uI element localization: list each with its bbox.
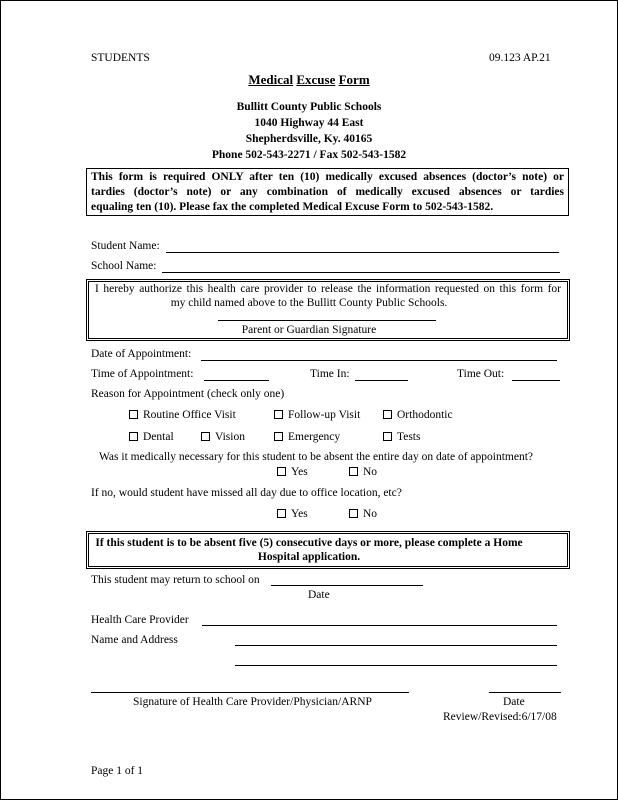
guardian-signature-label: Parent or Guardian Signature	[241, 324, 377, 336]
page-number: Page 1 of 1	[91, 765, 144, 777]
appointment-date-line[interactable]	[201, 360, 557, 361]
return-date-label: Date	[308, 589, 330, 601]
appointment-time-line[interactable]	[204, 380, 269, 381]
student-name-line[interactable]	[166, 252, 559, 253]
reason-label: Reason for Appointment (check only one)	[91, 388, 285, 400]
authorization-line-2: my child named above to the Bullitt County Public Schools.	[170, 297, 448, 309]
school-name-line[interactable]	[162, 272, 560, 273]
option-label: Follow-up Visit	[288, 409, 361, 421]
notice-line-2: tardies (doctor’s note) or any combination of medically excused absences or tardies	[91, 186, 564, 198]
no-label: No	[363, 466, 378, 478]
option-tests[interactable]	[383, 431, 420, 443]
checkbox-icon	[201, 432, 210, 441]
option-dental[interactable]	[129, 431, 174, 443]
yes-label: Yes	[291, 508, 308, 520]
student-name-label: Student Name:	[91, 240, 160, 252]
checkbox-icon	[349, 509, 358, 518]
notice-line-1: This form is required ONLY after ten (10) medically excused absences (doctor’s note) or	[91, 171, 564, 183]
option-label: Tests	[397, 431, 421, 443]
signature-date-label: Date	[503, 696, 525, 708]
appointment-date-label: Date of Appointment:	[91, 348, 192, 360]
checkbox-icon	[349, 467, 358, 476]
provider-address-line-1[interactable]	[235, 645, 557, 646]
time-out-line[interactable]	[512, 380, 560, 381]
provider-address-line-2[interactable]	[235, 665, 557, 666]
checkbox-icon	[277, 509, 286, 518]
option-label: Orthodontic	[397, 409, 453, 421]
signature-date-line[interactable]	[489, 692, 561, 693]
checkbox-icon	[277, 467, 286, 476]
checkbox-icon	[274, 432, 283, 441]
checkbox-icon	[383, 432, 392, 441]
checkbox-icon	[383, 410, 392, 419]
address-street: 1040 Highway 44 East	[254, 117, 364, 129]
option-emergency[interactable]	[274, 431, 340, 443]
form-title	[0, 72, 618, 88]
option-orthodontic[interactable]	[383, 409, 453, 421]
notice-line-3: equaling ten (10). Please fax the completed Medical Excuse Form to 502-543-1582.	[91, 201, 494, 213]
school-name-label: School Name:	[91, 260, 157, 272]
return-to-school-label: This student may return to school on	[91, 574, 260, 586]
return-date-line[interactable]	[271, 585, 423, 586]
school-district-name: Bullitt County Public Schools	[236, 101, 382, 113]
address-city: Shepherdsville, Ky. 40165	[245, 133, 373, 145]
checkbox-icon	[274, 410, 283, 419]
checkbox-icon	[129, 432, 138, 441]
no-label: No	[363, 508, 378, 520]
option-label: Dental	[143, 431, 174, 443]
q1-no-option[interactable]	[349, 466, 377, 478]
address-phone-fax: Phone 502-543-2271 / Fax 502-543-1582	[211, 149, 407, 161]
q2-no-option[interactable]	[349, 508, 377, 520]
question-entire-day: Was it medically necessary for this student to be absent the entire day on date of appointment?	[99, 451, 534, 463]
guardian-signature-line[interactable]	[218, 320, 436, 321]
header-section-label: STUDENTS	[91, 52, 150, 64]
time-in-label: Time In:	[310, 368, 350, 380]
time-in-line[interactable]	[355, 380, 408, 381]
q2-yes-option[interactable]	[277, 508, 308, 520]
option-label: Vision	[215, 431, 245, 443]
option-vision[interactable]	[201, 431, 245, 443]
option-follow-up-visit[interactable]	[274, 409, 360, 421]
name-and-address-label: Name and Address	[91, 634, 178, 646]
option-routine-office-visit[interactable]	[129, 409, 236, 421]
title-word-medical: Medical	[248, 72, 294, 87]
question-office-location: If no, would student have missed all day due to office location, etc?	[91, 487, 402, 499]
q1-yes-option[interactable]	[277, 466, 308, 478]
yes-label: Yes	[291, 466, 308, 478]
title-word-excuse: Excuse	[296, 72, 336, 87]
authorization-line-1: I hereby authorize this health care provider to release the information requested on this form for	[95, 283, 561, 295]
title-word-form: Form	[338, 72, 370, 87]
provider-line[interactable]	[202, 625, 557, 626]
provider-signature-label: Signature of Health Care Provider/Physician/ARNP	[133, 696, 372, 708]
hospital-notice-line-1: If this student is to be absent five (5) consecutive days or more, please complete a Home	[95, 537, 523, 549]
header-policy-code: 09.123 AP.21	[489, 52, 551, 64]
health-care-provider-label: Health Care Provider	[91, 614, 189, 626]
review-revised-date: Review/Revised:6/17/08	[443, 711, 557, 723]
checkbox-icon	[129, 410, 138, 419]
provider-signature-line[interactable]	[91, 692, 409, 693]
time-out-label: Time Out:	[457, 368, 505, 380]
hospital-notice-line-2: Hospital application.	[257, 551, 361, 563]
option-label: Emergency	[288, 431, 341, 443]
option-label: Routine Office Visit	[143, 409, 236, 421]
appointment-time-label: Time of Appointment:	[91, 368, 194, 380]
